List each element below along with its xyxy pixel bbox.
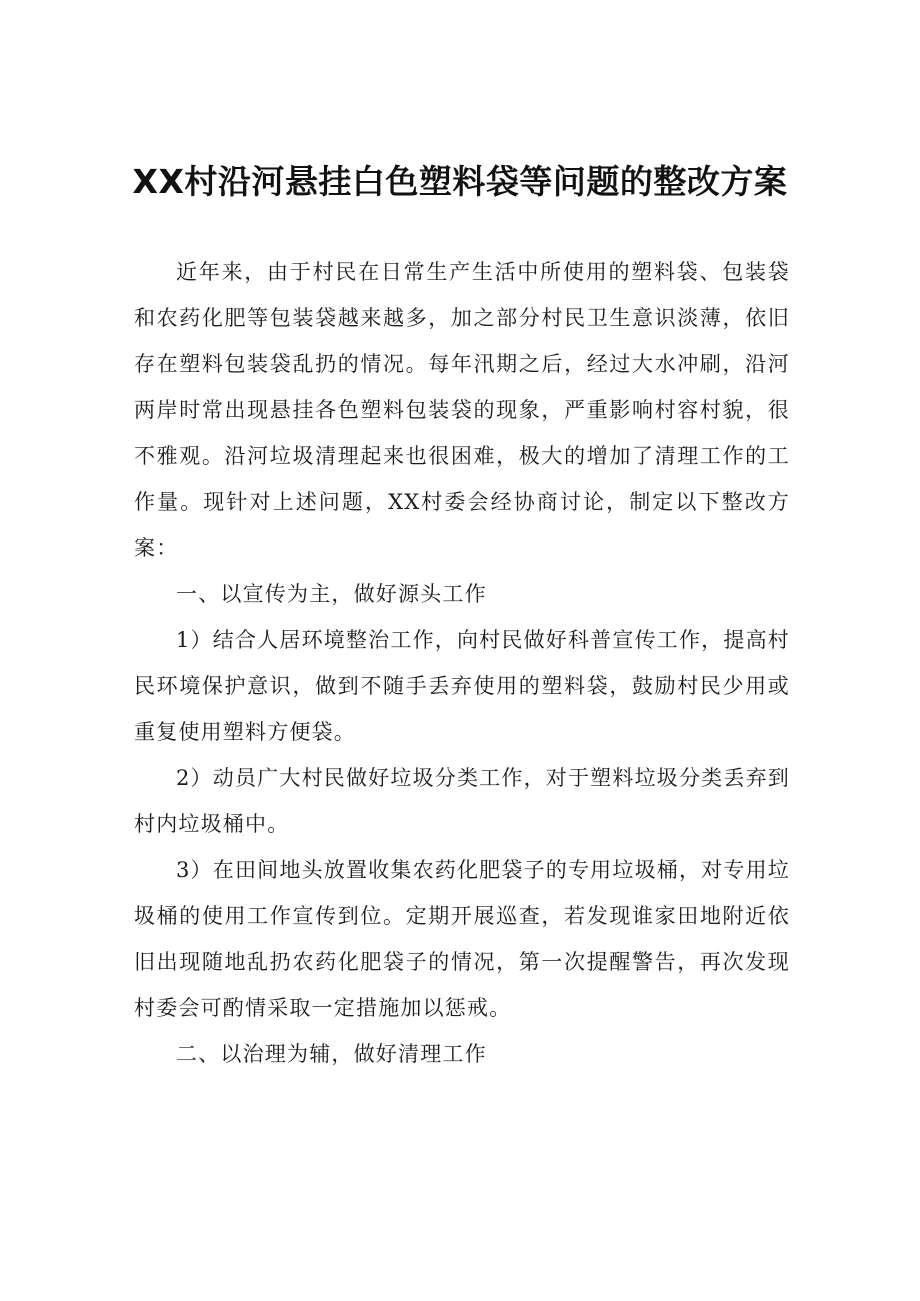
section-heading-2: 二、以治理为辅，做好清理工作 [176,1042,487,1066]
list-item-1: 1）结合人居环境整治工作，向村民做好科普宣传工作，提高村民环境保护意识，做到不随手丢弃使用的塑料袋，鼓励村民少用或重复使用塑料方便袋。 [134,628,790,744]
intro-paragraph: 近年来，由于村民在日常生产生活中所使用的塑料袋、包装袋和农药化肥等包装袋越来越多，加之部分村民卫生意识淡薄，依旧存在塑料包装袋乱扔的情况。每年汛期之后，经过大水冲刷，沿河两岸时常出现悬挂各色塑料包装袋的现象，严重影响村容村貌，很不雅观。沿河垃圾清理起来也很困难，极大的增加了清理工作的工作量。现针对上述问题，XX村委会经协商讨论，制定以下整改方案： [134,260,790,560]
list-item-3: 3）在田间地头放置收集农药化肥袋子的专用垃圾桶，对专用垃圾桶的使用工作宣传到位。定期开展巡查，若发现谁家田地附近依旧出现随地乱扔农药化肥袋子的情况，第一次提醒警告，再次发现村委会可酌情采取一定措施加以惩戒。 [134,858,790,1020]
section-heading-1: 一、以宣传为主，做好源头工作 [176,582,487,606]
list-item-2: 2）动员广大村民做好垃圾分类工作，对于塑料垃圾分类丢弃到村内垃圾桶中。 [134,766,790,836]
document-body [134,249,790,1077]
document-title: XX村沿河悬挂白色塑料袋等问题的整改方案 [132,162,788,201]
